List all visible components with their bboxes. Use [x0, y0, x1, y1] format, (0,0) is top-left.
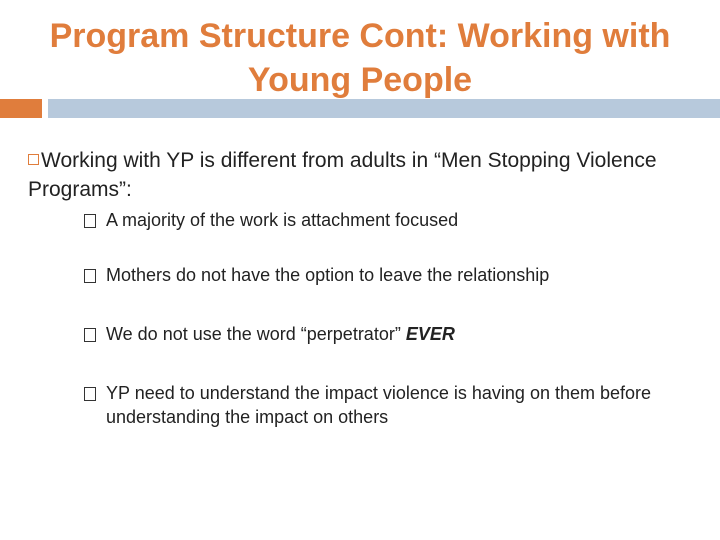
accent-bar	[0, 99, 42, 118]
box-bullet-icon	[84, 328, 96, 342]
list-item-text: Mothers do not have the option to leave the relationship	[106, 265, 550, 285]
list-item	[84, 322, 684, 346]
emphasis-text: EVER	[405, 324, 455, 344]
hollow-square-bullet-icon	[28, 154, 39, 165]
list-item-text: A majority of the work is attachment focused	[106, 210, 459, 230]
box-bullet-icon	[84, 269, 96, 283]
lead-bullet	[28, 146, 668, 204]
list-item-text: YP need to understand the impact violence is having on them before understanding the impact on others	[106, 383, 652, 427]
list-item	[84, 263, 684, 287]
list-item	[84, 208, 684, 232]
divider-bar	[48, 99, 720, 118]
slide-title: Program Structure Cont: Working with Young People	[49, 17, 671, 99]
list-item	[84, 381, 684, 429]
list-item-text: We do not use the word “perpetrator”	[106, 324, 406, 344]
box-bullet-icon	[84, 214, 96, 228]
lead-bullet-text: Working with YP is different from adults in “Men Stopping Violence Programs”:	[28, 149, 657, 201]
box-bullet-icon	[84, 387, 96, 401]
